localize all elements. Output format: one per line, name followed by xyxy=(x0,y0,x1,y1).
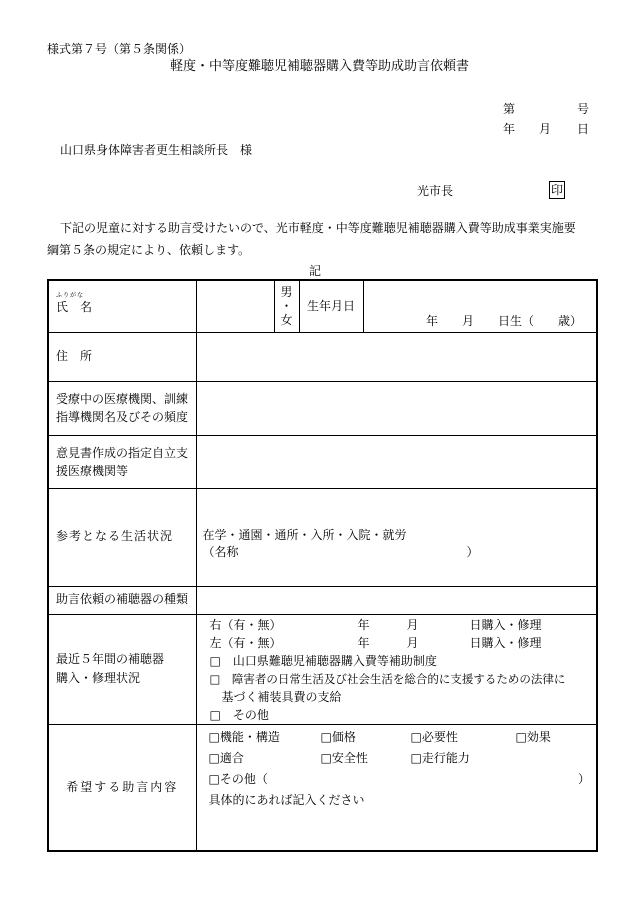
address-label-cell xyxy=(48,332,196,381)
form-number: 様式第７号（第５条関係） xyxy=(47,42,192,56)
sex-female: 女 xyxy=(280,313,293,328)
name-label-cell xyxy=(48,280,196,332)
life-label-cell xyxy=(48,488,196,586)
row-advice xyxy=(48,724,597,851)
doc-number-dai: 第 xyxy=(503,102,516,116)
advice-label-cell xyxy=(48,724,196,851)
advice-other-close: ） xyxy=(577,771,590,786)
opinion-label-1: 意見書作成の指定自立支 xyxy=(56,445,189,460)
purchase-right-side: 右（有・無） xyxy=(209,617,282,632)
advice-row-1 xyxy=(197,727,597,748)
purchase-option-law[interactable]: □ 障害者の日常生活及び社会生活を総合的に支援するための法律に xyxy=(209,671,566,686)
purchase-left-month: 月 xyxy=(406,635,419,650)
purchase-option-law-cont: 基づく補装具費の支給 xyxy=(221,689,342,704)
dob-label: 生年月日 xyxy=(306,298,355,313)
advice-opt-function[interactable]: □機能・構造 xyxy=(208,729,280,744)
document-title: 軽度・中等度難聴児補聴器購入費等助成助言依頼書 xyxy=(170,59,470,74)
purchase-right xyxy=(210,616,597,634)
date-day: 日 xyxy=(577,122,590,136)
purchase-input[interactable] xyxy=(196,614,597,724)
date-month: 月 xyxy=(539,122,552,136)
name-input[interactable] xyxy=(196,280,274,332)
medical-label-1: 受療中の医療機関、訓練 xyxy=(56,392,189,406)
advice-opt-necessity[interactable]: □必要性 xyxy=(410,729,458,744)
advice-opt-safety[interactable]: □安全性 xyxy=(320,750,368,765)
row-name xyxy=(48,280,597,332)
row-medical xyxy=(48,381,597,435)
device-type-label: 助言依頼の補聴器の種類 xyxy=(56,592,189,607)
purchase-right-month: 月 xyxy=(406,617,419,632)
seal-mark: 印 xyxy=(551,183,564,197)
addressee: 山口県身体障害者更生相談所長 様 xyxy=(60,143,253,157)
purchase-left-year: 年 xyxy=(357,635,370,650)
purchase-right-year: 年 xyxy=(357,617,370,632)
doc-number-go: 号 xyxy=(577,102,590,116)
sex-cell[interactable] xyxy=(274,280,299,332)
advice-opt-price[interactable]: □価格 xyxy=(320,729,356,744)
life-name: （名称 ） xyxy=(202,545,479,559)
sex-male: 男 xyxy=(280,285,293,300)
medical-label-2: 指導機関名及びその頻度 xyxy=(56,410,189,424)
intro-line-1: 下記の児童に対する助言受けたいので、光市軽度・中等度難聴児補聴器購入費等助成事業実施要 xyxy=(60,221,576,235)
dob-input[interactable] xyxy=(363,280,597,332)
life-input[interactable] xyxy=(196,488,597,586)
sex-dot: ・ xyxy=(280,299,293,314)
opinion-input[interactable] xyxy=(196,435,597,488)
purchase-left-tail: 日購入・修理 xyxy=(469,635,542,650)
medical-input[interactable] xyxy=(196,381,597,435)
advice-row-other xyxy=(197,769,597,790)
advice-opt-effect[interactable]: □効果 xyxy=(515,729,551,744)
row-device-type xyxy=(48,586,597,614)
dob-value: 年 月 日生（ 歳） xyxy=(425,314,582,329)
sender-mayor: 光市長 xyxy=(417,184,454,198)
row-life xyxy=(48,488,597,586)
opinion-label-cell xyxy=(48,435,196,488)
furigana-label: ふりがな xyxy=(56,292,85,300)
life-options: 在学・通園・通所・入所・入院・就労 xyxy=(202,527,407,542)
advice-row-2 xyxy=(197,748,597,769)
name-label: 氏 名 xyxy=(56,300,93,315)
purchase-option-yamaguchi[interactable]: □ 山口県難聴児補聴器購入費等補助制度 xyxy=(209,653,437,668)
application-table xyxy=(47,279,598,852)
row-purchase xyxy=(48,614,597,724)
purchase-label-cell xyxy=(48,614,196,724)
advice-note: 具体的にあれば記入ください xyxy=(208,792,365,807)
device-type-input[interactable] xyxy=(196,586,597,614)
intro-line-2: 綱第５条の規定により、依頼します。 xyxy=(47,243,251,257)
advice-label: 希望する助言内容 xyxy=(66,779,179,794)
device-type-label-cell xyxy=(48,586,196,614)
advice-opt-fit[interactable]: □適合 xyxy=(208,750,244,765)
purchase-right-tail: 日購入・修理 xyxy=(469,617,542,632)
address-label: 住 所 xyxy=(56,348,93,363)
opinion-label-2: 援医療機関等 xyxy=(56,463,129,478)
medical-label-cell xyxy=(48,381,196,435)
advice-opt-other[interactable]: □その他（ xyxy=(208,771,268,786)
ki-heading: 記 xyxy=(309,264,322,278)
purchase-left xyxy=(210,634,597,652)
purchase-left-side: 左（有・無） xyxy=(209,635,282,650)
advice-input[interactable] xyxy=(196,724,597,851)
row-address xyxy=(48,332,597,381)
purchase-label-2: 購入・修理状況 xyxy=(56,671,141,685)
dob-label-cell xyxy=(299,280,363,332)
purchase-option-other[interactable]: □ その他 xyxy=(209,707,269,722)
row-opinion xyxy=(48,435,597,488)
purchase-label-1: 最近５年間の補聴器 xyxy=(56,652,165,666)
date-year: 年 xyxy=(503,122,516,136)
address-input[interactable] xyxy=(196,332,597,381)
advice-opt-mobility[interactable]: □走行能力 xyxy=(410,750,470,765)
life-label: 参考となる生活状況 xyxy=(56,529,174,544)
